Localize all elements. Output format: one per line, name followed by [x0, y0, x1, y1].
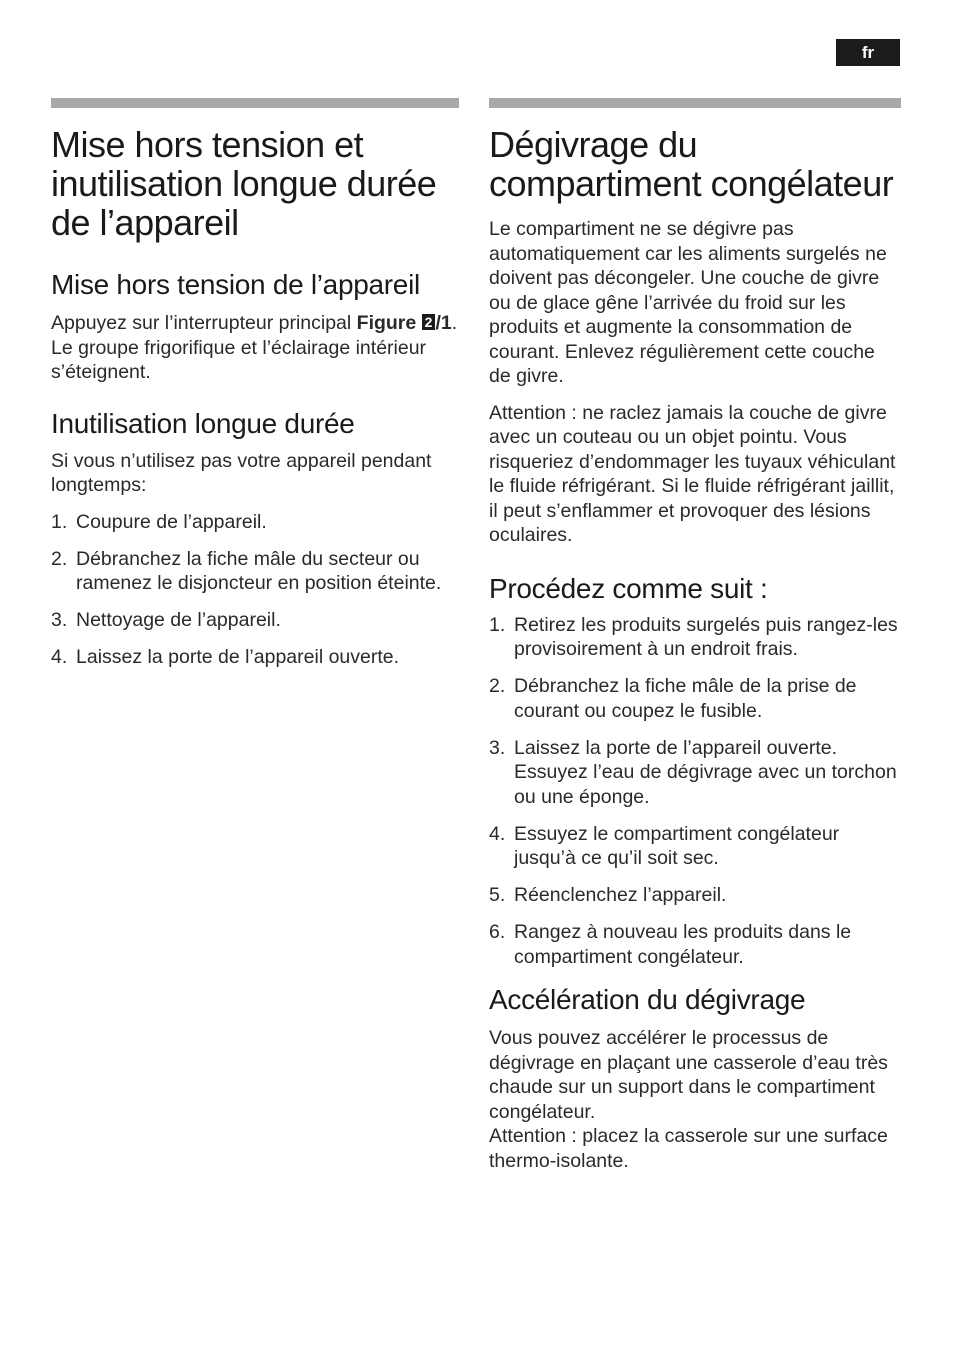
procedure-steps: [489, 613, 901, 970]
heading-switch-off: Mise hors tension de l’appareil: [51, 269, 420, 300]
right-column: [489, 98, 901, 1173]
defrost-intro: Le compartiment ne se dégivre pas automatiquement car les aliments surgelés ne doivent pas décongeler. Une couche de givre ou de glace gêne l’arrivée du froid sur les produits et augmente la consommation de courant. Enlevez régulièrement cette couche de givre.: [489, 218, 887, 387]
long-term-steps: [51, 510, 459, 670]
list-item: 6. Rangez à nouveau les produits dans le compartiment congélateur.: [489, 921, 852, 968]
list-item: 3. Nettoyage de l’appareil.: [51, 609, 281, 631]
left-column: [51, 98, 459, 682]
list-item: 4. Essuyez le compartiment congélateur jusqu’à ce qu’il soit sec.: [489, 822, 840, 869]
list-item: 2. Débranchez la fiche mâle du secteur ou ramenez le disjoncteur en position éteinte.: [51, 547, 442, 594]
long-term-intro: Si vous n’utilisez pas votre appareil pendant longtemps:: [51, 449, 432, 496]
acceleration-text: Vous pouvez accélérer le processus de dégivrage en plaçant une casserole d’eau très chaude sur un support dans le compartiment congélateur.: [489, 1027, 888, 1123]
list-item: 1. Coupure de l’appareil.: [51, 510, 267, 533]
page-title-left: Mise hors tension et inutilisation longue durée de l’appareil: [51, 124, 437, 243]
heading-acceleration: Accélération du dégivrage: [489, 984, 806, 1015]
language-badge: fr: [836, 39, 900, 66]
heading-procedure: Procédez comme suit :: [489, 572, 768, 604]
heading-long-term: Inutilisation longue durée: [51, 407, 355, 439]
switch-off-text: Appuyez sur l’interrupteur principal Figure 2 /1. Le groupe frigorifique et l’éclairage intérieur s’éteignent.: [51, 312, 458, 383]
list-item: 4. Laissez la porte de l’appareil ouverte.: [51, 646, 400, 668]
figure-reference: Figure 2 /1: [356, 312, 452, 334]
acceleration-attention: Attention : placez la casserole sur une surface thermo-isolante.: [489, 1125, 888, 1172]
list-item: 1. Retirez les produits surgelés puis rangez-les provisoirement à un endroit frais.: [489, 613, 898, 660]
list-item: 5. Réenclenchez l’appareil.: [489, 884, 727, 906]
section-rule: [489, 98, 901, 108]
list-item: 2. Débranchez la fiche mâle de la prise de courant ou coupez le fusible.: [489, 675, 857, 722]
list-item: 3. Laissez la porte de l’appareil ouverte. Essuyez l’eau de dégivrage avec un torchon ou une éponge.: [489, 736, 897, 808]
page-title-right: Dégivrage du compartiment congélateur: [489, 124, 894, 204]
section-rule: [51, 98, 459, 108]
figure-number-box: 2: [422, 314, 436, 330]
defrost-warning: Attention : ne raclez jamais la couche de givre avec un couteau ou un objet pointu. Vous risqueriez d’endommager les tuyaux véhiculant le fluide réfrigérant. Si le fluide réfrigérant jaillit, il peut s’enflammer et provoquer des lésions oculaires.: [489, 401, 896, 546]
